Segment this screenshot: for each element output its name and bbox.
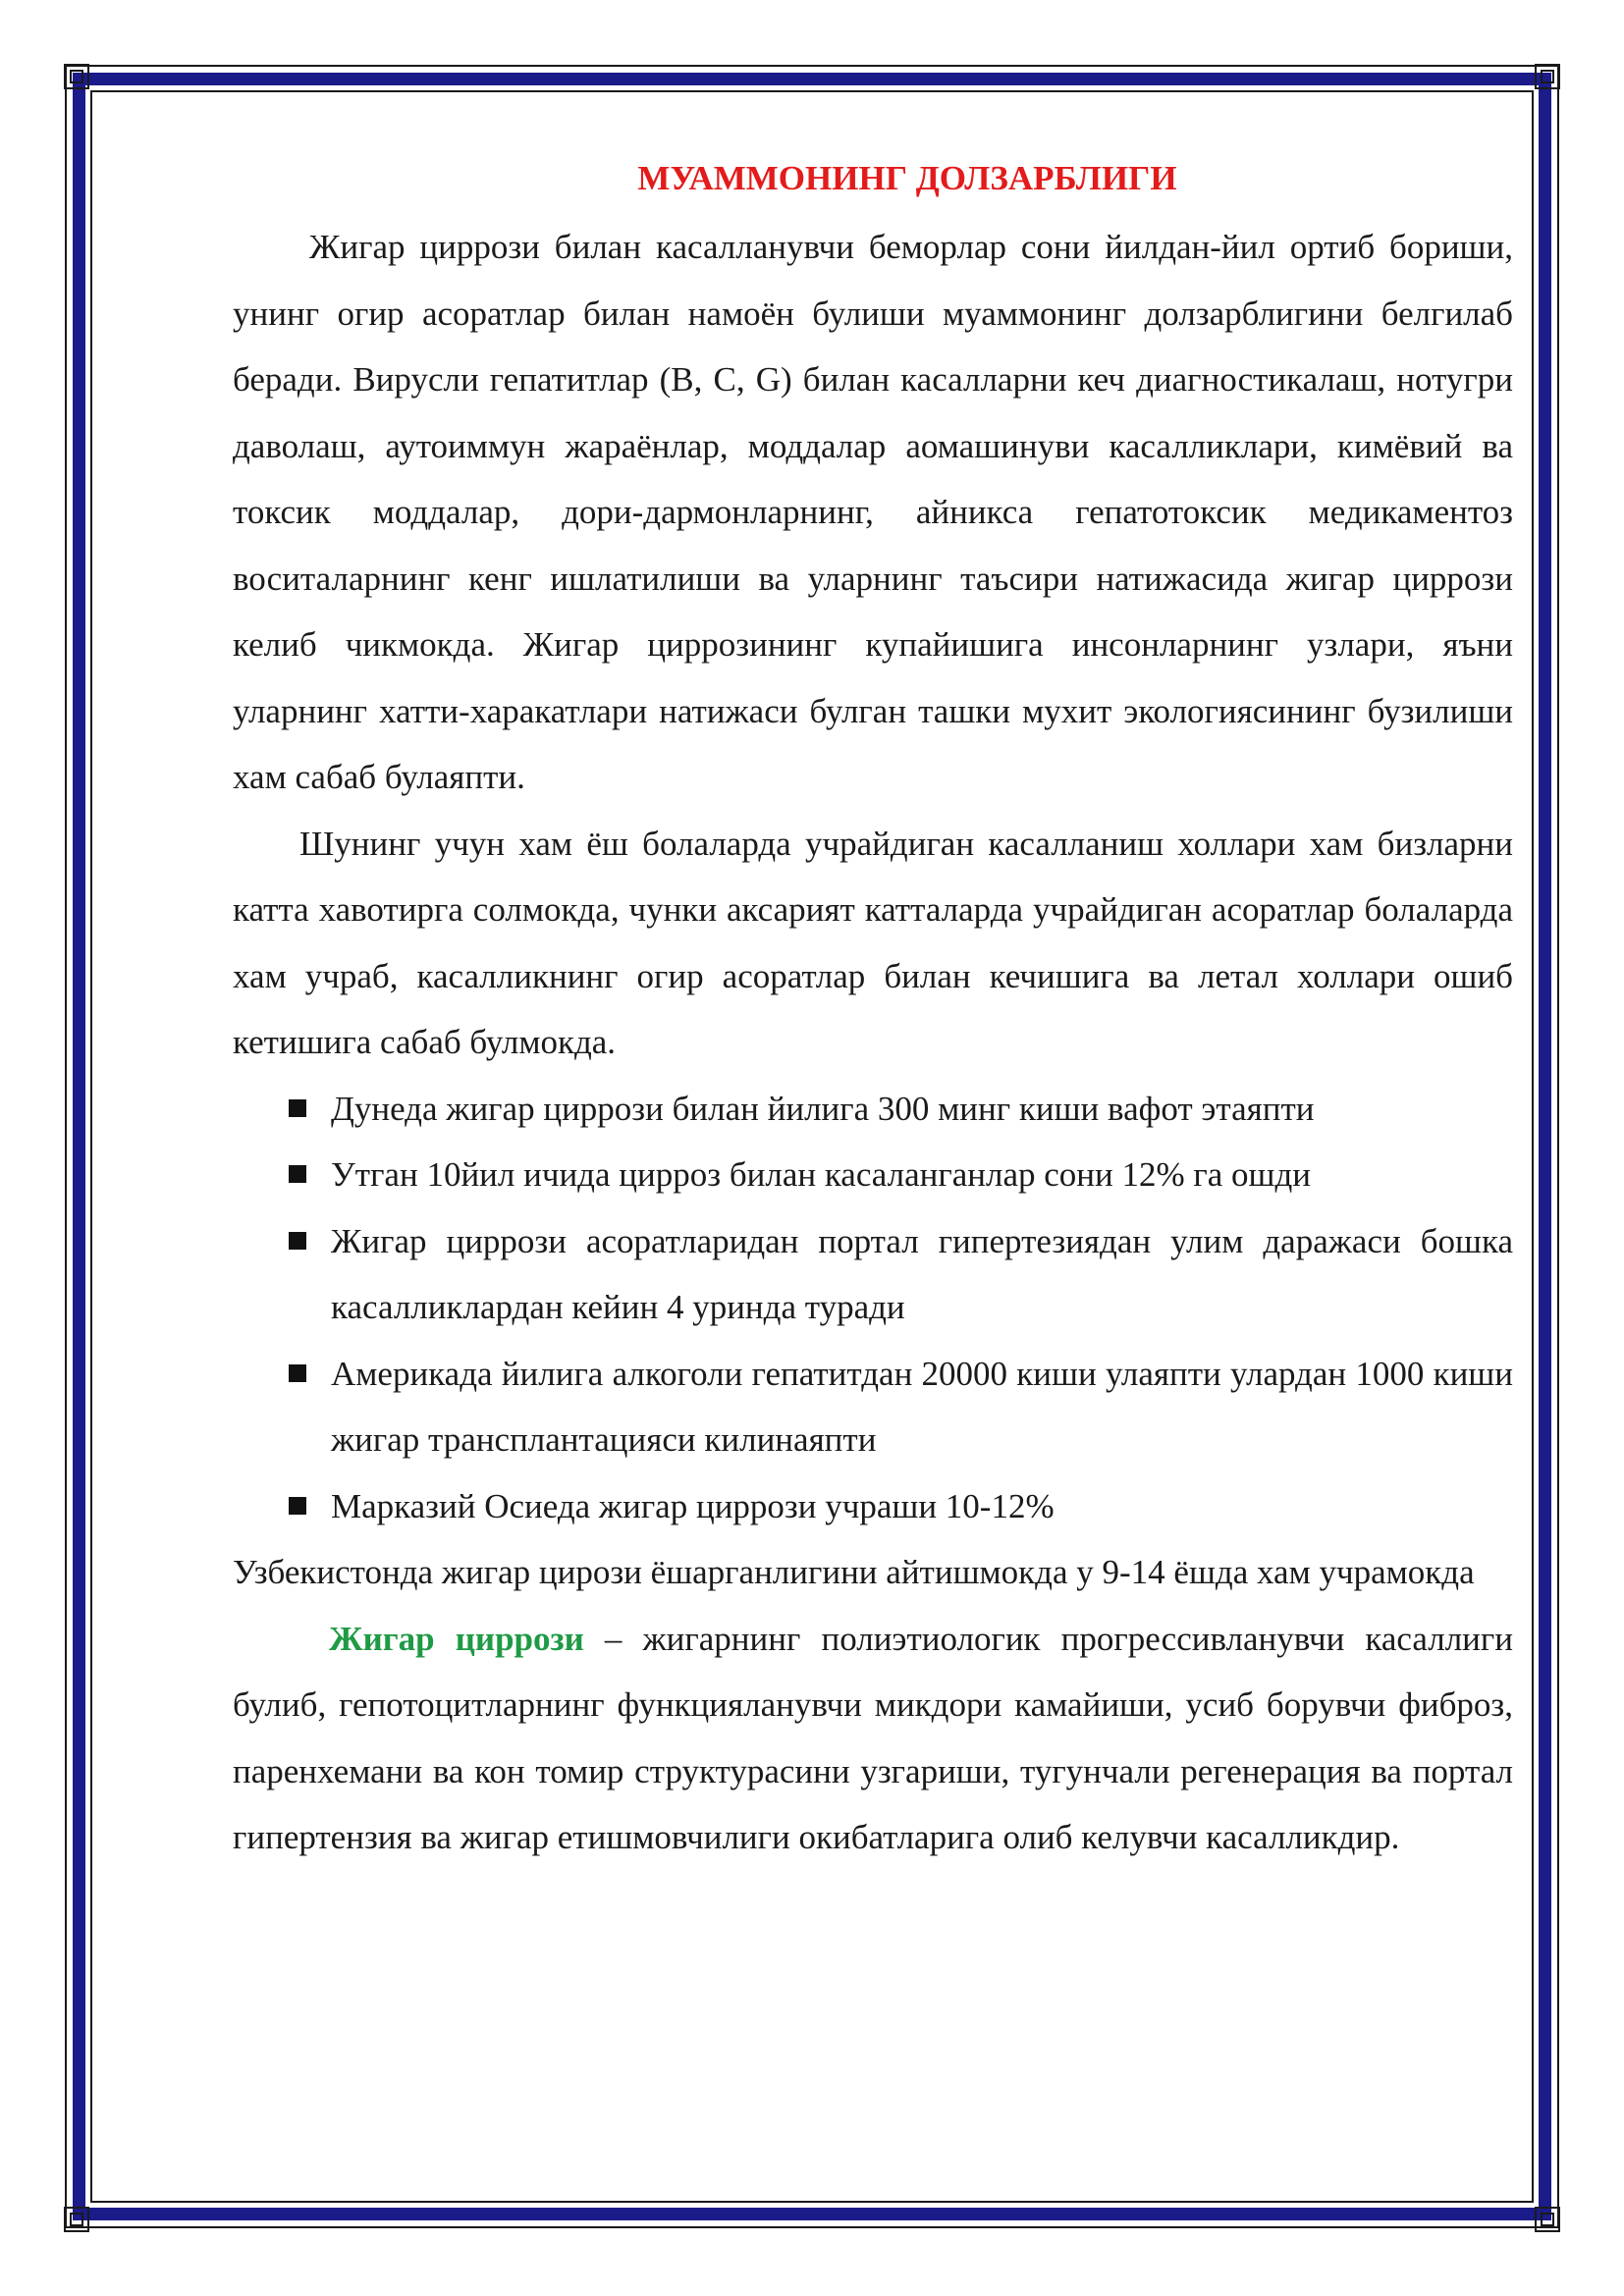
square-bullet-icon <box>289 1099 306 1117</box>
corner-ornament-icon <box>57 2200 96 2239</box>
paragraph-uzbekistan: Узбекистонда жигар цирози ёшарганлигини айтишмокда у 9-14 ёшда хам учрамокда <box>233 1553 1475 1591</box>
statistics-list <box>233 1076 1513 1540</box>
list-item <box>233 1341 1513 1473</box>
list-item <box>233 1142 1513 1208</box>
square-bullet-icon <box>289 1497 306 1515</box>
page-title: МУАММОНИНГ ДОЛЗАРБЛИГИ <box>637 159 1177 197</box>
square-bullet-icon <box>289 1364 306 1382</box>
square-bullet-icon <box>289 1165 306 1183</box>
list-item <box>233 1473 1513 1540</box>
square-bullet-icon <box>289 1232 306 1250</box>
list-item <box>233 1076 1513 1143</box>
corner-ornament-icon <box>1528 2200 1567 2239</box>
definition-term: Жигар циррози <box>329 1619 584 1658</box>
paragraph-definition <box>233 1606 1513 1871</box>
list-item-text: Утган 10йил ичида цирроз билан касаланганлар сони 12% га ошди <box>331 1155 1312 1194</box>
list-item-text: Америкада йилига алкоголи гепатитдан 20000 киши улаяпти улардан 1000 киши жигар трансплантацияси килинаяпти <box>331 1354 1513 1459</box>
list-item <box>233 1208 1513 1341</box>
document-body <box>233 147 1513 1871</box>
paragraph-relevance: Жигар циррози билан касалланувчи беморлар сони йилдан-йил ортиб бориши, унинг огир асоратлар билан намоён булиши муаммонинг долзарблигини белгилаб беради. Вирусли гепатитлар (В, С, G) билан касалларни кеч диагностикалаш, нотугри даволаш, аутоиммун жараёнлар, моддалар аомашинуви касалликлари, кимёвий ва токсик моддалар, дори-дармонларнинг, айникса гепатотоксик медикаментоз воситаларнинг кенг ишлатилиши ва уларнинг таъсири натижасида жигар циррози келиб чикмокда. Жигар циррозининг купайишига инсонларнинг узлари, яъни уларнинг хатти-харакатлари натижаси булган ташки мухит экологиясининг бузилиши хам сабаб булаяпти. <box>233 228 1513 796</box>
list-item-text: Марказий Осиеда жигар циррози учраши 10-12% <box>331 1486 1055 1525</box>
list-item-text: Жигар циррози асоратларидан портал гипертезиядан улим даражаси бошка касалликлардан кейин 4 уринда туради <box>331 1221 1513 1326</box>
definition-text: – жигарнинг полиэтиологик прогрессивланувчи касаллиги булиб, гепотоцитларнинг функцияланувчи микдори камайиши, усиб борувчи фиброз, паренхемани ва кон томир структурасини узгариши, тугунчали регенерация ва портал гипертензия ва жигар етишмовчилиги окибатларига олиб келувчи касалликдир. <box>233 1619 1513 1856</box>
paragraph-children: Шунинг учун хам ёш болаларда учрайдиган касалланиш холлари хам бизларни катта хавотирга солмокда, чунки аксарият катталарда учрайдиган асоратлар болаларда хам учраб, касалликнинг огир асоратлар билан кечишига ва летал холлари ошиб кетишига сабаб булмокда. <box>233 824 1513 1061</box>
corner-ornament-icon <box>1528 57 1567 96</box>
list-item-text: Дунеда жигар циррози билан йилига 300 минг киши вафот этаяпти <box>331 1089 1315 1128</box>
corner-ornament-icon <box>57 57 96 96</box>
